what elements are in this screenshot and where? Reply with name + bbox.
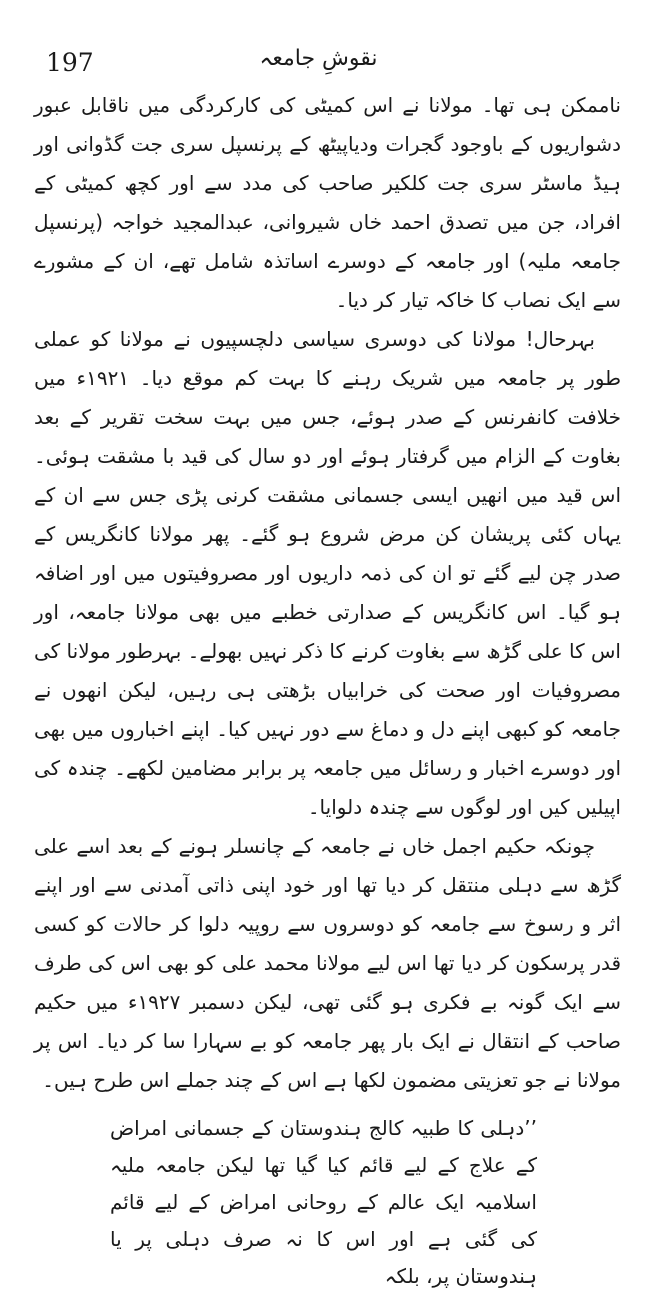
paragraph: ناممکن ہی تھا۔ مولانا نے اس کمیٹی کی کارکردگی میں ناقابل عبور دشواریوں کے باوجود گجرات ودیاپیٹھ کے پرنسپل سری جت گڈوانی اور ہیڈ ماسٹر سری جت کلکیر صاحب کی مدد سے اور کچھ کمیٹی کے افراد، جن میں تصدق احمد خاں شیروانی، عبدالمجید خواجہ (پرنسپل جامعہ ملیہ) اور جامعہ کے دوسرے اساتذہ شامل تھے، ان کے مشورے سے ایک نصاب کا خاکہ تیار کر دیا۔	[34, 93, 621, 312]
page-header	[24, 40, 613, 80]
block-quote: ’’دہلی کا طبیہ کالج ہندوستان کے جسمانی امراض کے علاج کے لیے قائم کیا گیا تھا لیکن جامعہ ملیہ اسلامیہ ایک عالم کے روحانی امراض کے لیے قائم کی گئی ہے اور اس کا نہ صرف دہلی پر یا ہندوستان پر، بلکہ	[110, 1116, 537, 1288]
paragraph: بہرحال! مولانا کی دوسری سیاسی دلچسپیوں نے مولانا کو عملی طور پر جامعہ میں شریک رہنے کا بہت کم موقع دیا۔ ۱۹۲۱ء میں خلافت کانفرنس کے صدر ہوئے، جس میں بہت سخت تقریر کے بعد بغاوت کے الزام میں گرفتار ہوئے اور دو سال کی قید با مشقت ہوئی۔ اس قید میں انھیں ایسی جسمانی مشقت کرنی پڑی جس سے ان کے یہاں کئی پریشان کن مرض شروع ہو گئے۔ پھر مولانا کانگریس کے صدر چن لیے گئے تو ان کی ذمہ داریوں اور مصروفیتوں میں اور اضافہ ہو گیا۔ اس کانگریس کے صدارتی خطبے میں بھی مولانا جامعہ، اور اس کا علی گڑھ سے بغاوت کرنے کا ذکر نہیں بھولے۔ بہرطور مولانا کی مصروفیات اور صحت کی خرابیاں بڑھتی ہی رہیں، لیکن انھوں نے جامعہ کو کبھی اپنے دل و دماغ سے دور نہیں کیا۔ اپنے اخباروں میں بھی اور دوسرے اخبار و رسائل میں جامعہ پر برابر مضامین لکھے۔ چندہ کی اپیلیں کیں اور لوگوں سے چندہ دلوایا۔	[34, 327, 622, 819]
paragraph: چونکہ حکیم اجمل خاں نے جامعہ کے چانسلر ہونے کے بعد اسے علی گڑھ سے دہلی منتقل کر دیا تھا اور خود اپنی ذاتی آمدنی سے اور اپنے اثر و رسوخ سے جامعہ کو دوسروں سے روپیہ دلوا کر حالات کو کسی قدر پرسکون کر دیا تھا اس لیے مولانا محمد علی کو بھی اس کی طرف سے ایک گونہ بے فکری ہو گئی تھی، لیکن دسمبر ۱۹۲۷ء میں حکیم صاحب کے انتقال نے ایک بار پھر جامعہ کو بے سہارا سا کر دیا۔ اس پر مولانا نے جو تعزیتی مضمون لکھا ہے اس کے چند جملے اس طرح ہیں۔	[34, 834, 621, 1092]
running-head: نقوشِ جامعہ	[259, 46, 378, 71]
page-number: 197	[46, 48, 94, 77]
body-text	[34, 86, 621, 1295]
